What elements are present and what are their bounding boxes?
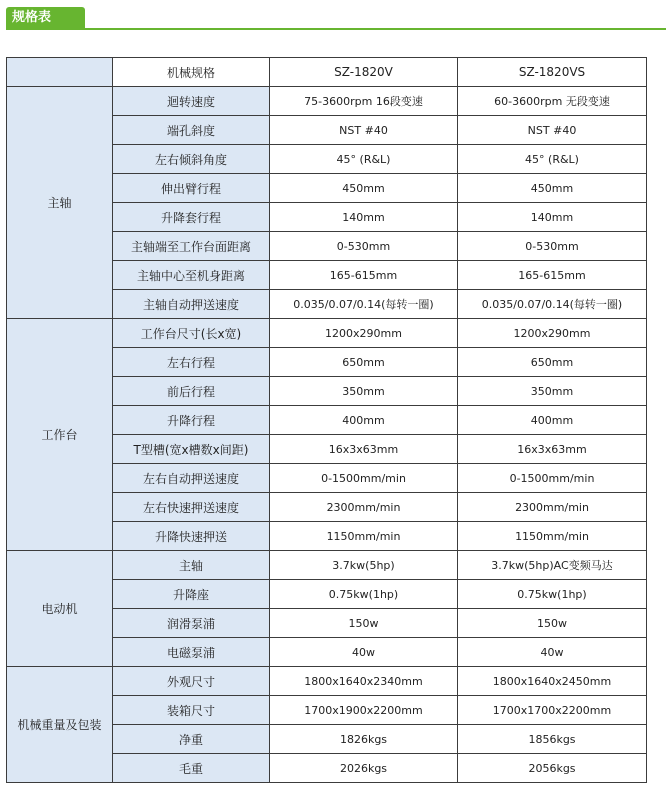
model-1-value-cell: 650mm bbox=[270, 348, 458, 377]
section-header bbox=[6, 7, 666, 30]
spec-label-cell: 主轴 bbox=[113, 551, 270, 580]
model-2-value-cell: 0.035/0.07/0.14(每转一圈) bbox=[458, 290, 647, 319]
model-2-value-cell: 0.75kw(1hp) bbox=[458, 580, 647, 609]
model-1-value-cell: 1826kgs bbox=[270, 725, 458, 754]
model-1-value-cell: 3.7kw(5hp) bbox=[270, 551, 458, 580]
model-2-value-cell: 650mm bbox=[458, 348, 647, 377]
spec-label-cell: 迴转速度 bbox=[113, 87, 270, 116]
model-2-value-cell: 1200x290mm bbox=[458, 319, 647, 348]
spec-label-cell: 主轴中心至机身距离 bbox=[113, 261, 270, 290]
model-1-value-cell: 1150mm/min bbox=[270, 522, 458, 551]
header-row bbox=[7, 58, 647, 87]
table-row bbox=[7, 667, 647, 696]
model-2-value-cell: 60-3600rpm 无段变速 bbox=[458, 87, 647, 116]
table-row bbox=[7, 87, 647, 116]
spec-label-cell: 升降座 bbox=[113, 580, 270, 609]
model-2-value-cell: 1800x1640x2450mm bbox=[458, 667, 647, 696]
spec-label-cell: 前后行程 bbox=[113, 377, 270, 406]
model-2-value-cell: 450mm bbox=[458, 174, 647, 203]
model-1-value-cell: 45° (R&L) bbox=[270, 145, 458, 174]
model-2-value-cell: 0-530mm bbox=[458, 232, 647, 261]
spec-label-cell: 左右行程 bbox=[113, 348, 270, 377]
table-row bbox=[7, 551, 647, 580]
model-1-value-cell: 1700x1900x2200mm bbox=[270, 696, 458, 725]
spec-label-cell: 外观尺寸 bbox=[113, 667, 270, 696]
model-1-value-cell: 350mm bbox=[270, 377, 458, 406]
spec-label-cell: 左右自动押送速度 bbox=[113, 464, 270, 493]
model-1-value-cell: 450mm bbox=[270, 174, 458, 203]
column-header-spec: 机械规格 bbox=[113, 58, 270, 87]
spec-label-cell: 伸出臂行程 bbox=[113, 174, 270, 203]
spec-label-cell: 主轴端至工作台面距离 bbox=[113, 232, 270, 261]
model-2-value-cell: 0-1500mm/min bbox=[458, 464, 647, 493]
spec-table bbox=[6, 57, 647, 783]
model-2-value-cell: 1700x1700x2200mm bbox=[458, 696, 647, 725]
model-1-value-cell: 2026kgs bbox=[270, 754, 458, 783]
model-2-value-cell: 2300mm/min bbox=[458, 493, 647, 522]
model-2-value-cell: 400mm bbox=[458, 406, 647, 435]
model-2-value-cell: NST #40 bbox=[458, 116, 647, 145]
corner-cell bbox=[7, 58, 113, 87]
model-1-value-cell: 0-1500mm/min bbox=[270, 464, 458, 493]
spec-label-cell: 升降套行程 bbox=[113, 203, 270, 232]
spec-label-cell: 左右倾斜角度 bbox=[113, 145, 270, 174]
spec-table-body bbox=[7, 58, 647, 783]
model-2-value-cell: 2056kgs bbox=[458, 754, 647, 783]
spec-label-cell: 左右快速押送速度 bbox=[113, 493, 270, 522]
model-1-value-cell: 140mm bbox=[270, 203, 458, 232]
category-cell: 机械重量及包装 bbox=[7, 667, 113, 783]
spec-label-cell: 升降快速押送 bbox=[113, 522, 270, 551]
model-1-value-cell: 400mm bbox=[270, 406, 458, 435]
spec-label-cell: 升降行程 bbox=[113, 406, 270, 435]
model-1-value-cell: 150w bbox=[270, 609, 458, 638]
model-1-value-cell: 1200x290mm bbox=[270, 319, 458, 348]
spec-label-cell: 电磁泵浦 bbox=[113, 638, 270, 667]
model-1-value-cell: 75-3600rpm 16段变速 bbox=[270, 87, 458, 116]
section-title: 规格表 bbox=[6, 7, 85, 28]
spec-label-cell: 主轴自动押送速度 bbox=[113, 290, 270, 319]
model-1-value-cell: 40w bbox=[270, 638, 458, 667]
model-2-value-cell: 3.7kw(5hp)AC变频马达 bbox=[458, 551, 647, 580]
spec-label-cell: 润滑泵浦 bbox=[113, 609, 270, 638]
column-header-model-1: SZ-1820V bbox=[270, 58, 458, 87]
model-1-value-cell: NST #40 bbox=[270, 116, 458, 145]
spec-label-cell: T型槽(宽x槽数x间距) bbox=[113, 435, 270, 464]
spec-label-cell: 端孔斜度 bbox=[113, 116, 270, 145]
spec-label-cell: 毛重 bbox=[113, 754, 270, 783]
spec-label-cell: 净重 bbox=[113, 725, 270, 754]
table-row bbox=[7, 319, 647, 348]
model-2-value-cell: 1856kgs bbox=[458, 725, 647, 754]
model-2-value-cell: 150w bbox=[458, 609, 647, 638]
model-1-value-cell: 0-530mm bbox=[270, 232, 458, 261]
model-2-value-cell: 165-615mm bbox=[458, 261, 647, 290]
spec-label-cell: 工作台尺寸(长x宽) bbox=[113, 319, 270, 348]
model-1-value-cell: 0.035/0.07/0.14(每转一圈) bbox=[270, 290, 458, 319]
model-1-value-cell: 16x3x63mm bbox=[270, 435, 458, 464]
category-cell: 电动机 bbox=[7, 551, 113, 667]
model-2-value-cell: 40w bbox=[458, 638, 647, 667]
model-2-value-cell: 16x3x63mm bbox=[458, 435, 647, 464]
model-1-value-cell: 0.75kw(1hp) bbox=[270, 580, 458, 609]
model-2-value-cell: 1150mm/min bbox=[458, 522, 647, 551]
model-2-value-cell: 350mm bbox=[458, 377, 647, 406]
category-cell: 主轴 bbox=[7, 87, 113, 319]
category-cell: 工作台 bbox=[7, 319, 113, 551]
model-1-value-cell: 1800x1640x2340mm bbox=[270, 667, 458, 696]
model-2-value-cell: 140mm bbox=[458, 203, 647, 232]
column-header-model-2: SZ-1820VS bbox=[458, 58, 647, 87]
spec-label-cell: 装箱尺寸 bbox=[113, 696, 270, 725]
model-2-value-cell: 45° (R&L) bbox=[458, 145, 647, 174]
header-divider bbox=[6, 28, 666, 30]
model-1-value-cell: 165-615mm bbox=[270, 261, 458, 290]
model-1-value-cell: 2300mm/min bbox=[270, 493, 458, 522]
